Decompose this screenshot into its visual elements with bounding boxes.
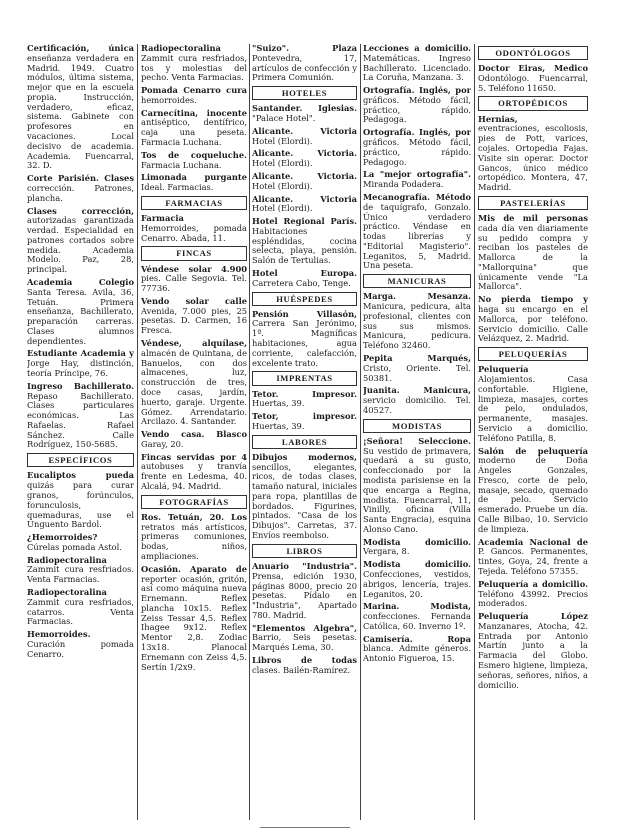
section-heading: FINCAS bbox=[141, 246, 247, 260]
classified-ad: Limonada purgante Ideal. Farmacias. bbox=[141, 172, 247, 193]
classified-ad: Ortografía. Inglés, por gráficos. Método fácil, práctico, rápido. Pedagogo. bbox=[363, 127, 471, 167]
section-heading: LABORES bbox=[252, 435, 357, 449]
classified-ad: Fincas servidas por 4 autobuses y tranvía frente en Ledesma, 40. Alcalá, 94. Madrid. bbox=[141, 451, 247, 491]
classified-ad: Corte Parisién. Clases corrección. Patrones, plancha. bbox=[27, 173, 134, 203]
classified-ad: Hemorroides. Curación pomada Cenarro. bbox=[27, 629, 134, 659]
classified-ad: Alicante. Victoria. Hotel (Elordi). bbox=[252, 170, 357, 191]
classified-ad: Hotel Europa. Carretera Cabo, Tenge. bbox=[252, 267, 357, 288]
section-heading: ODONTÓLOGOS bbox=[478, 46, 588, 60]
classified-ad: Peluquería Alojamientos. Casa confortable. Higiene, limpieza, masajes, cortes de pelo, ondulados, permanente, masajes. Servicio a domicilio. Teléfono Patilla, 8. bbox=[478, 364, 588, 443]
classified-ad: Vendo solar calle Avenida, 7.000 pies, 25 pesetas. D. Carmen, 16 Fresca. bbox=[141, 295, 247, 336]
section-heading: MANICURAS bbox=[363, 274, 471, 288]
section-heading: ESPECÍFICOS bbox=[27, 453, 134, 467]
classified-ad: Juanita. Manicura, servicio domicilio. Tel. 40527. bbox=[363, 385, 471, 415]
classified-ad: Clases corrección, autorizadas garantizada verdad. Especialidad en patrones cortados sobre medida. Academia Modelo. Paz, 28, principal. bbox=[27, 205, 134, 275]
column-3 bbox=[252, 44, 357, 820]
classified-ad: Tetor. Impresor. Huertas, 39. bbox=[252, 388, 357, 409]
classified-ad: Mis de mil personas cada día ven diariamente su pedido compra y reciban los pasteles de Mallorca de la "Mallorquina" que únicamente vende "La Mallorca". bbox=[478, 213, 588, 292]
column-rule bbox=[474, 44, 475, 820]
classified-ad: Vendo casa. Blasco Garay, 20. bbox=[141, 429, 247, 449]
classified-ad: Marga. Mesanza. Manicura, pedicura, alta profesional, clientes con sus sus mismos. Manicura, pedicura. Teléfono 32460. bbox=[363, 291, 471, 351]
classified-ad: Santander. Iglesias. "Palace Hotel". bbox=[252, 103, 357, 124]
classified-ad: ¿Hemorroides? Cúrelas pomada Astol. bbox=[27, 532, 122, 552]
classified-ad: Lecciones a domicilio. Matemáticas. Ingreso Bachillerato. Licenciado. La Coruña, Manzana. 3. bbox=[363, 44, 471, 83]
classified-ad: La "mejor ortografía". Miranda Podadera. bbox=[363, 169, 471, 190]
classified-ad: Doctor Eiras, Medico Odontólogo. Fuencarral, 5. Teléfono 11650. bbox=[478, 63, 588, 93]
classified-ad: Modista domicilio. Confecciones, vestidos, abrigos, lencería, trajes. Leganitos, 20. bbox=[363, 559, 471, 599]
column-rule bbox=[249, 44, 250, 820]
classified-ad: Estudiante Academia y Jorge Hay, distinción, teoría Príncipe, 76. bbox=[27, 348, 134, 378]
classified-ad: Pensión Villasón, Carrera San Jerónimo, 1ª. Magníficas habitaciones, agua corriente, calefacción, excelente trato. bbox=[252, 308, 357, 368]
classified-ad: Dibujos modernos, sencillos, elegantes, ricos, de todas clases, tamaño natural, iniciales para ropa, plantillas de bordados. Figurines, pintados. "Casa de los Dibujos". Carretas, 37. Envíos reembolso. bbox=[252, 451, 357, 541]
classified-ad: Certificación, única enseñanza verdadera en Madrid. 1949. Cuatro módulos, última sistema, mejor que en la escuela propia. Instrucción, verdadero, eficaz, sistema. Gabinete con profesores en vacaciones. Local decisivo de academia. Academia. Fuencarral, 32. D. bbox=[27, 44, 134, 171]
section-heading: FOTOGRAFÍAS bbox=[141, 495, 247, 509]
section-heading: ORTOPÉDICOS bbox=[478, 96, 588, 110]
classified-ad: Radiopectoralina Zammit cura resfriados, tos y molestias del pecho. Venta Farmacias. bbox=[141, 44, 247, 83]
classified-ad: Libros de todas clases. Bailén-Ramírez. bbox=[252, 654, 357, 675]
column-rule bbox=[360, 44, 361, 820]
classified-ad: Radiopectoralina Zammit cura resfriados, catarros. Venta Farmacias. bbox=[27, 586, 134, 627]
classified-ad: Ros. Tetuán, 20. Los retratos más artísticos, primeras comuniones, bodas, niños, ampliaciones. bbox=[141, 511, 247, 562]
section-heading: MODISTAS bbox=[363, 419, 471, 433]
classified-ad: Salón de peluquería moderno de Doña Ángeles Gonzales, Fresco, corte de pelo, masaje, secado, quemado de pelo. Servicio esmerado. Pruebe un día. Calle Bilbao, 10. Servicio de limpieza. bbox=[478, 445, 588, 534]
section-heading: LIBROS bbox=[252, 544, 357, 558]
classified-ad: Modista domicilio. Vergara, 8. bbox=[363, 536, 471, 557]
footer-rule bbox=[260, 827, 350, 828]
classified-ad: Hernias, eventraciones, escoliosis, pies de Pott, varices, cojales. Ortopedia Fajas. Visite sin operar. Doctor Gancos, único médico ortopédico. Montera, 47, Madrid. bbox=[478, 113, 588, 193]
classified-ad: "Elementos Algebra", Barrio, Seis pesetas. Marqués Lema, 30. bbox=[252, 622, 357, 653]
section-heading: FARMACIAS bbox=[141, 196, 247, 210]
classified-ad: Peluquería a domicilio. Teléfono 43992. Precios moderados. bbox=[478, 578, 588, 609]
classified-ad: Eucaliptos pueda quizás para curar granos, forúnculos, forunculosis, quemaduras, use el Unguento Bardol. bbox=[27, 470, 134, 530]
classified-ad: Farmacia Hemorroides, pomada Cenarro. Abada, 11. bbox=[141, 213, 247, 243]
classified-ad: Hotel Regional París. Habitaciones espléndidas, cocina selecta, playa, pensión. Salón de Tertulias. bbox=[252, 216, 357, 266]
classified-ad: Tetor, impresor. Huertas, 39. bbox=[252, 411, 357, 431]
section-heading: PELUQUERÍAS bbox=[478, 347, 588, 361]
classified-ad: Pepita Marqués, Cristo, Oriente. Tel. 50381. bbox=[363, 353, 471, 383]
classified-ad: Academia Colegio Santa Teresa. Avila, 36, Tetuán. Primera enseñanza, Bachillerato, preparación carreras. Clases alumnos dependientes. bbox=[27, 276, 134, 346]
classified-ad: No pierda tiempo y haga su encargo en el Mallorca, por teléfono. Servicio domicilio. Calle Velázquez, 2. Madrid. bbox=[478, 294, 588, 344]
classified-ad: ¡Señora! Seleccione. Su vestido de primavera, quedará a su gusto, confeccionado por la modista parisiense en la que encarga a Regina, modista. Fuencarral, 11, Vinilly, oficina (Villa Santa Engracia), esquina Alonso Cano. bbox=[363, 435, 471, 534]
classified-ad: Ingreso Bachillerato. Repaso Bachillerato. Clases particulares económicas. Las Rafaelas. Rafael Sánchez. Calle Rodríguez, 150-5685. bbox=[27, 380, 134, 450]
column-rule bbox=[137, 44, 138, 820]
classified-ad: Ocasión. Aparato de reporter ocasión, gritón, así como máquina nueva Ernemann. Reflex plancha 10x15. Reflex Zeiss Tessar 4,5. Reflex Ihagee 9x12. Reflex Mentor 2,8. Zodiac 13x18. Planocal Ernemann con Zeiss 4,5. Sertín 1/2x9. bbox=[141, 563, 247, 672]
column-5 bbox=[478, 44, 588, 820]
column-1 bbox=[27, 44, 134, 820]
classified-ad: Marina. Modista, confecciones. Fernanda Católica, 60. Inverno 1º. bbox=[363, 601, 471, 631]
classified-ad: "Suizo". Plaza Pontevedra, 17, artículos de confección y Primera Comunión. bbox=[252, 44, 357, 83]
classified-ad: Pomada Cenarro cura hemorroides. bbox=[141, 85, 247, 105]
classified-ad: Radiopectoralina Zammit cura resfriados. Venta Farmacias. bbox=[27, 554, 134, 585]
classified-ad: Peluquería López Manzanares, Atocha, 42. Entrada por Antonio Martín junto a la Farmacia del Globo. Esmero higiene, limpieza, señoras, señores, niños, a domicilio. bbox=[478, 611, 588, 690]
classified-ad: Academia Nacional de P. Gancos. Permanentes, tintes, Goya, 24, frente a Tejeda. Teléfono 57355. bbox=[478, 536, 588, 576]
section-heading: IMPRENTAS bbox=[252, 371, 357, 385]
classified-ad: Alicante. Victoria. Hotel (Elordi). bbox=[252, 148, 357, 169]
classified-ad: Alicante. Victoria Hotel (Elordi). bbox=[252, 125, 357, 146]
classified-ad: Véndese, alquílase, almacén de Quintana, de Banuelos, con dos almacenes, luz, construcción de tres, doce casas, jardín, huerto, garaje. Urgente. Gómez. Arrendatario. Arcilazo. 4. Santander. bbox=[141, 338, 247, 427]
column-4 bbox=[363, 44, 471, 820]
classified-ad: Camisería. Ropa blanca. Admite géneros. Antonio Figueroa, 15. bbox=[363, 633, 471, 664]
section-heading: PASTELERÍAS bbox=[478, 196, 588, 210]
section-heading: HUÉSPEDES bbox=[252, 292, 357, 306]
classified-ad: Carnecítina, inocente antiséptico, dentífrico, caja una peseta. Farmacia Luchana. bbox=[141, 107, 247, 148]
section-heading: HOTELES bbox=[252, 86, 357, 100]
classified-ad: Anuario "Industria". Prensa, edición 1930, páginas 8000, precio 20 pesetas. Pídalo en "Industria", Apartado 780. Madrid. bbox=[252, 560, 357, 620]
classified-ad: Véndese solar 4.900 pies. Calle Segovia. Tel. 77736. bbox=[141, 263, 247, 294]
classified-ad: Alicante. Victoria Hotel (Elordi). bbox=[252, 193, 357, 214]
classified-ad: Mecanografía. Método de taquígrafo, Gonzalo. Único verdadero práctico. Véndase en todas librerías y "Editorial Magisterio". Leganitos, 5, Madrid. Una peseta. bbox=[363, 191, 471, 271]
column-2 bbox=[141, 44, 247, 820]
classified-ad: Ortografía. Inglés, por gráficos. Método fácil, práctico, rápido. Pedagoga. bbox=[363, 85, 471, 125]
classified-ad: Tos de coqueluche. Farmacia Luchana. bbox=[141, 149, 247, 170]
